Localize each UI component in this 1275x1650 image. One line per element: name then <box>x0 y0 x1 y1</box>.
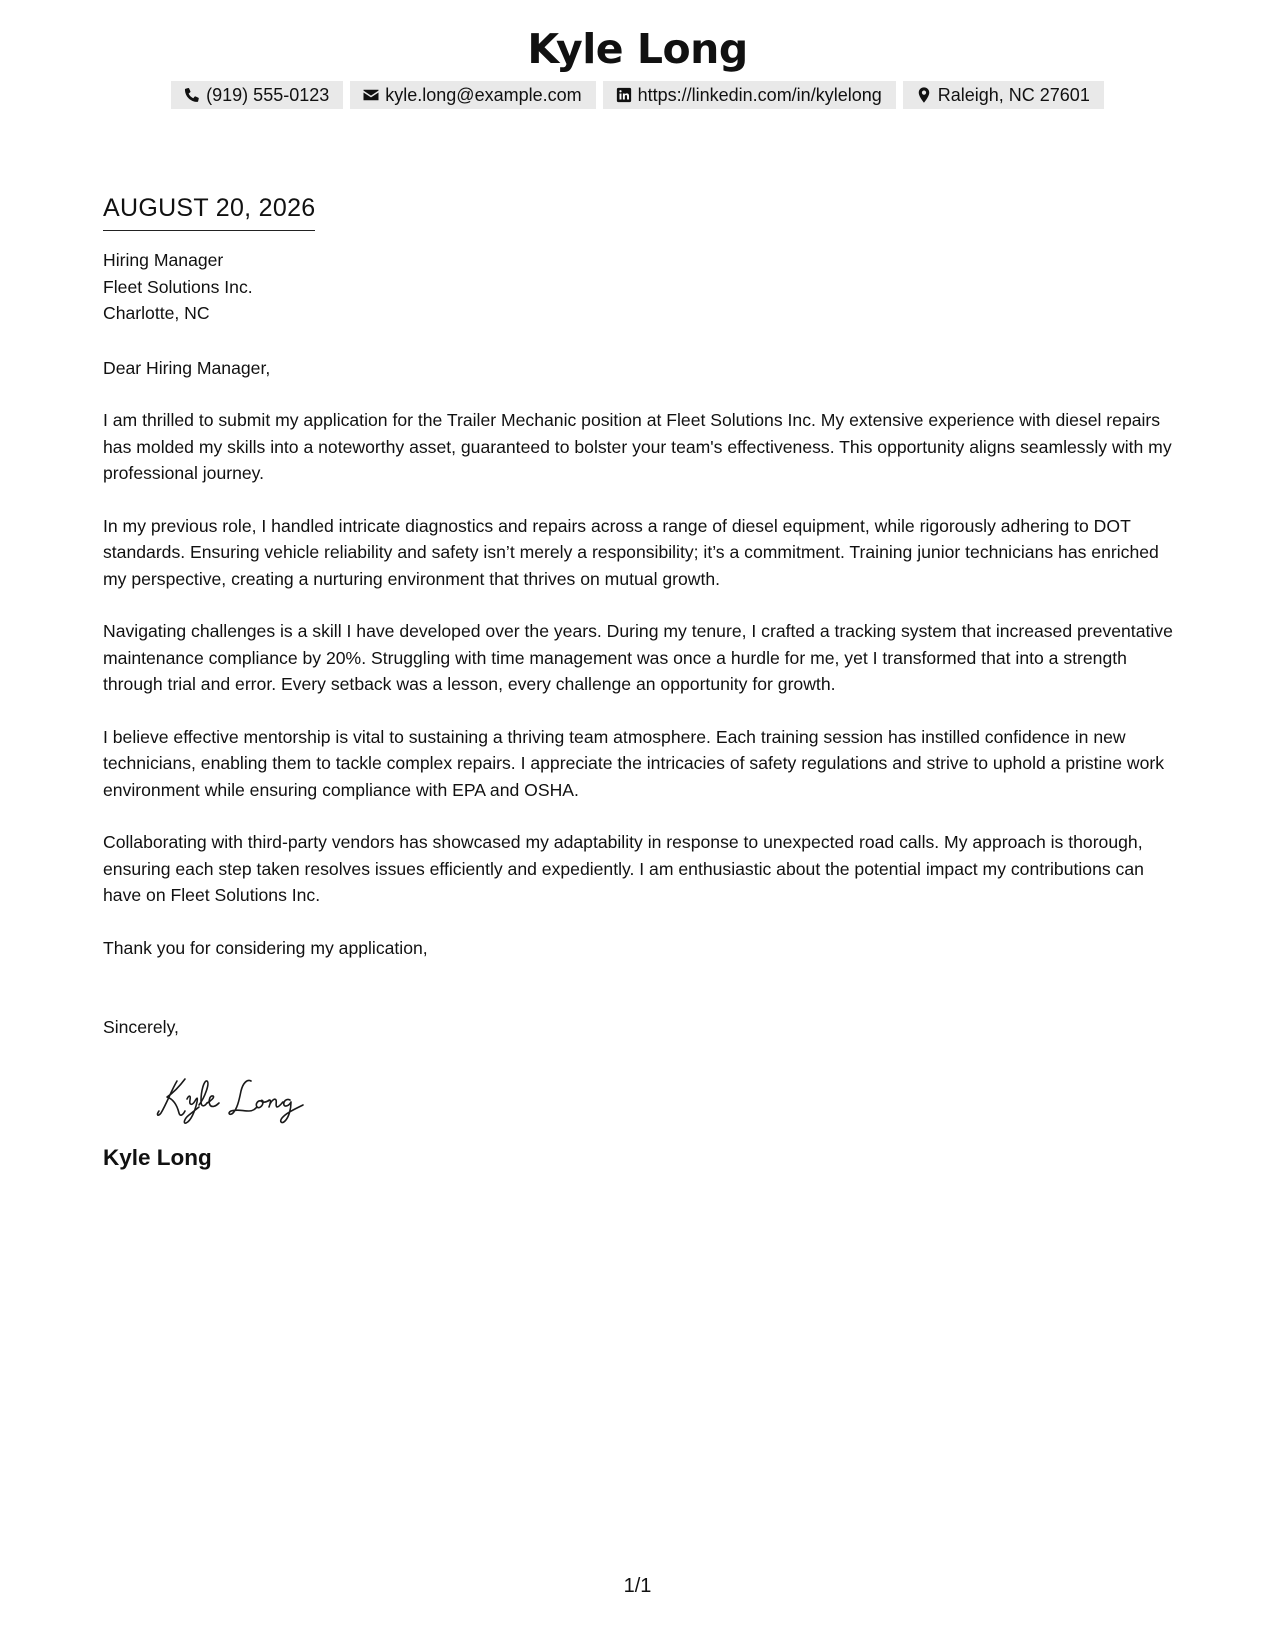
recipient-company: Fleet Solutions Inc. <box>103 276 253 297</box>
letter-body <box>103 190 1178 1173</box>
letter-header <box>0 18 1275 80</box>
contact-email-text: kyle.long@example.com <box>385 84 582 105</box>
recipient-location: Charlotte, NC <box>103 303 210 323</box>
signed-name: Kyle Long <box>103 1144 212 1170</box>
recipient-block <box>103 247 1178 327</box>
body-paragraph: I believe effective mentorship is vital to sustaining a thriving team atmosphere. Each training session has instilled confidence in new technicians, enabling them to tackle complex repairs. I appreciate the intricacies of safety regulations and strive to uphold a pristine work environment while ensuring compliance with EPA and OSHA. <box>103 726 1165 800</box>
linkedin-icon <box>615 86 633 104</box>
handwritten-signature <box>155 1069 325 1129</box>
contact-location-text: Raleigh, NC 27601 <box>937 84 1090 105</box>
body-paragraph: In my previous role, I handled intricate diagnostics and repairs across a range of diesel equipment, while rigorously adhering to DOT standards. Ensuring vehicle reliability and safety isn’t merely a responsibility; it’s a commitment. Training junior technicians has enriched my perspective, creating a nurturing environment that thrives on mutual growth. <box>103 515 1159 589</box>
contact-location <box>903 81 1104 109</box>
contact-linkedin[interactable] <box>603 81 896 109</box>
salutation: Dear Hiring Manager, <box>103 357 271 378</box>
contact-phone-text: (919) 555-0123 <box>206 84 330 105</box>
signoff: Sincerely, <box>103 1017 179 1037</box>
letter-date: AUGUST 20, 2026 <box>103 190 315 231</box>
page-number: 1/1 <box>623 1575 652 1597</box>
body-paragraph: Navigating challenges is a skill I have developed over the years. During my tenure, I crafted a tracking system that increased preventative maintenance compliance by 20%. Struggling with time management was once a hurdle for me, yet I transformed that into a strength through trial and error. Every setback was a lesson, every challenge an opportunity for growth. <box>103 621 1173 694</box>
body-paragraph: Collaborating with third-party vendors has showcased my adaptability in response to unexpected road calls. My approach is thorough, ensuring each step taken resolves issues efficiently and expediently. I am enthusiastic about the potential impact my contributions can have on Fleet Solutions Inc. <box>103 832 1144 905</box>
applicant-name: Kyle Long <box>527 25 748 73</box>
contact-bar <box>0 81 1275 109</box>
body-paragraph: I am thrilled to submit my application for the Trailer Mechanic position at Fleet Solutions Inc. My extensive experience with diesel repairs has molded my skills into a noteworthy asset, guaranteed to bolster your team's effectiveness. This opportunity aligns seamlessly with my professional journey. <box>103 410 1172 483</box>
contact-phone <box>171 81 343 109</box>
map-pin-icon <box>915 86 933 104</box>
phone-icon <box>183 86 201 104</box>
recipient-title: Hiring Manager <box>103 250 224 270</box>
contact-linkedin-text: https://linkedin.com/in/kylelong <box>637 84 882 105</box>
closing-line: Thank you for considering my application, <box>103 937 428 958</box>
contact-email[interactable] <box>350 81 595 109</box>
envelope-icon <box>362 86 380 104</box>
